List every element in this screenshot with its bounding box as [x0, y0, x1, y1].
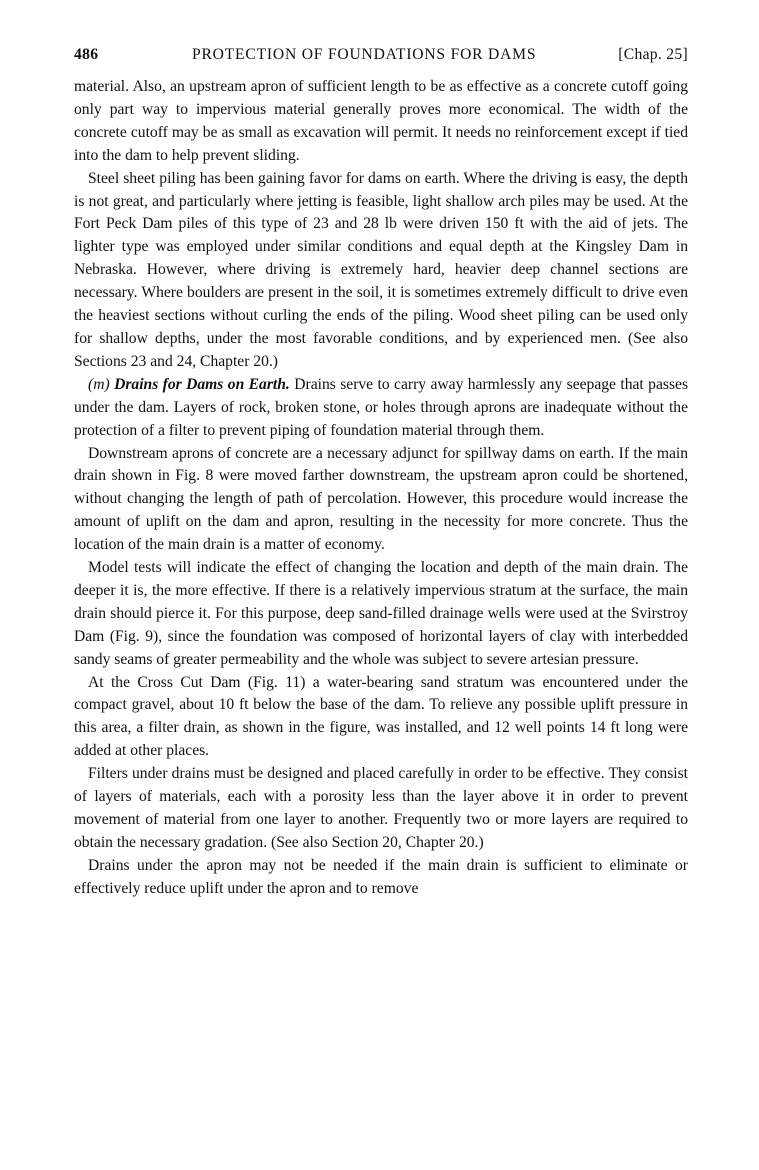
paragraph-1: material. Also, an upstream apron of sufficient length to be as effective as a concrete cutoff going only part way to impervious material generally proves more economical. The width of the concrete cutoff may be as small as excavation will permit. It needs no reinforcement except if tied into the dam to help prevent sliding.	[74, 78, 688, 164]
paragraph-5: Model tests will indicate the effect of changing the location and depth of the main drain. The deeper it is, the more effective. If there is a relatively impervious stratum at the surface, the main drain should pierce it. For this purpose, deep sand-filled drainage wells were used at the Svirstroy Dam (Fig. 9), since the foundation was composed of horizontal layers of clay with interbedded sandy seams of greater permeability and the whole was subject to severe artesian pressure.	[74, 559, 688, 668]
paragraph-7: Filters under drains must be designed and placed carefully in order to be effective. They consist of layers of materials, each with a porosity less than the layer above it in order to prevent movement of material from one layer to another. Frequently two or more layers are required to obtain the necessary gradation. (See also Section 20, Chapter 20.)	[74, 765, 688, 851]
body-text	[74, 76, 688, 901]
chapter-label: [Chap. 25]	[618, 46, 688, 63]
page-number: 486	[74, 46, 99, 63]
paragraph-8: Drains under the apron may not be needed if the main drain is sufficient to eliminate or effectively reduce uplift under the apron and to remove	[74, 856, 688, 897]
paragraph-2: Steel sheet piling has been gaining favor for dams on earth. Where the driving is easy, the depth is not great, and particularly where jetting is feasible, light shallow arch piles may be used. At the Fort Peck Dam piles of this type of 23 and 28 lb were driven 150 ft with the aid of jets. The lighter type was employed under similar conditions and equal depth at the Kingsley Dam in Nebraska. However, where driving is extremely hard, heavier deep channel sections are necessary. Where boulders are present in the soil, it is sometimes extremely difficult to drive even the heaviest sections without curling the ends of the piling. Wood sheet piling can be used only for shallow depths, under the most favorable conditions, and by experienced men. (See also Sections 23 and 24, Chapter 20.)	[74, 169, 688, 370]
paragraph-4: Downstream aprons of concrete are a necessary adjunct for spillway dams on earth. If the main drain shown in Fig. 8 were moved farther downstream, the upstream apron could be shortened, without changing the length of path of percolation. However, this procedure would increase the amount of uplift on the dam and apron, resulting in the necessity for more concrete. Thus the location of the main drain is a matter of economy.	[74, 444, 688, 554]
section-label: (m)	[88, 375, 110, 393]
book-page	[74, 44, 688, 901]
section-text: Drains serve to carry away harmlessly any seepage that passes under the dam. Layers of rock, broken stone, or holes through aprons are inadequate without the protection of a filter to prevent piping of foundation material through them.	[74, 375, 689, 439]
paragraph-6: At the Cross Cut Dam (Fig. 11) a water-bearing sand stratum was encountered under the compact gravel, about 10 ft below the base of the dam. To relieve any possible uplift pressure in this area, a filter drain, as shown in the figure, was installed, and 12 well points 14 ft long were added at other places.	[74, 673, 688, 760]
paragraph-3-section-m	[74, 374, 688, 443]
running-title: PROTECTION OF FOUNDATIONS FOR DAMS	[191, 46, 537, 63]
section-title: Drains for Dams on Earth.	[114, 375, 290, 393]
running-head	[74, 44, 688, 68]
